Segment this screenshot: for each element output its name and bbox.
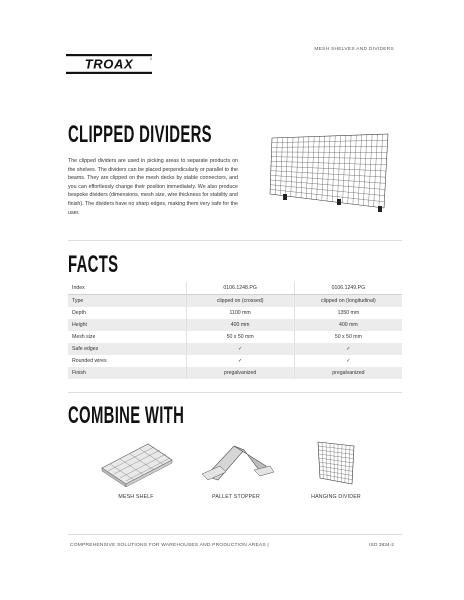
facts-row-label: Type xyxy=(68,295,186,308)
facts-value-2: ✓ xyxy=(294,343,402,355)
facts-row xyxy=(68,331,402,343)
facts-row-label: Mesh size xyxy=(68,331,186,343)
facts-value-1: 400 mm xyxy=(186,319,294,331)
facts-value-2: clipped on (longitudinal) xyxy=(294,295,402,308)
facts-row-label: Safe edges xyxy=(68,343,186,355)
facts-value-1: 50 x 50 mm xyxy=(186,331,294,343)
facts-row xyxy=(68,307,402,319)
facts-value-1: 1100 mm xyxy=(186,307,294,319)
facts-value-2: 50 x 50 mm xyxy=(334,334,362,340)
facts-value-1: pregalvanized xyxy=(186,367,294,379)
facts-row xyxy=(68,367,402,379)
facts-row-label: Depth xyxy=(68,307,186,319)
facts-value-2: 400 mm xyxy=(294,319,402,331)
facts-value-1: 0106.1248.PG xyxy=(186,282,294,295)
facts-row xyxy=(68,295,402,308)
facts-row xyxy=(68,282,402,295)
product-label-hanging-divider: HANGING DIVIDER xyxy=(311,494,361,500)
pallet-stopper-icon xyxy=(196,436,276,486)
combine-title: COMBINE WITH xyxy=(68,402,185,429)
facts-table xyxy=(68,282,402,379)
product-label-mesh-shelf: MESH SHELF xyxy=(118,494,154,500)
facts-value-1: ✓ xyxy=(186,355,294,367)
mesh-shelf-icon xyxy=(96,438,176,488)
page-title: CLIPPED DIVIDERS xyxy=(68,121,212,148)
section-divider xyxy=(68,392,402,393)
facts-row xyxy=(68,319,402,331)
clipped-divider-image xyxy=(250,128,400,223)
facts-row-label: Height xyxy=(68,319,186,331)
footer-tagline: COMPREHENSIVE SOLUTIONS FOR WAREHOUSES AND PRODUCTION AREAS | xyxy=(70,543,269,548)
section-divider xyxy=(68,240,402,241)
facts-value-2: ✓ xyxy=(346,358,351,364)
facts-value-2: pregalvanized xyxy=(294,367,402,379)
footer-divider xyxy=(68,534,402,535)
troax-logo xyxy=(66,54,152,74)
product-label-pallet-stopper: PALLET STOPPER xyxy=(212,494,260,500)
facts-row xyxy=(68,355,402,367)
footer-code: ISO 3834-2 xyxy=(368,543,394,548)
facts-value-1: ✓ xyxy=(186,343,294,355)
facts-row-label: Index xyxy=(68,282,186,295)
hanging-divider-icon xyxy=(296,436,376,486)
facts-value-1: clipped on (crossed) xyxy=(186,295,294,308)
description-paragraph: The clipped dividers are used in picking areas to separate products on the shelves. The dividers can be placed perpendicularly or parallel to the beams. They are clipped on the mesh decks by stable connectors, and you can effortlessly change their position immediately. We also produce bespoke dividers (dimensions, mesh size, wire thickness for stability and finish). The dividers have no sharp edges, making them very safe for the user. xyxy=(68,158,238,216)
svg-text:®: ® xyxy=(150,57,152,61)
facts-title: FACTS xyxy=(68,251,119,278)
facts-value-2: 1350 mm xyxy=(337,310,360,316)
facts-value-2: 0106.1249.PG xyxy=(294,282,402,295)
facts-row-label: Rounded wires xyxy=(68,355,186,367)
logo-text: TROAX xyxy=(84,56,134,72)
facts-row xyxy=(68,343,402,355)
facts-row-label: Finish xyxy=(68,367,186,379)
header-category: MESH SHELVES AND DIVIDERS xyxy=(314,47,394,52)
